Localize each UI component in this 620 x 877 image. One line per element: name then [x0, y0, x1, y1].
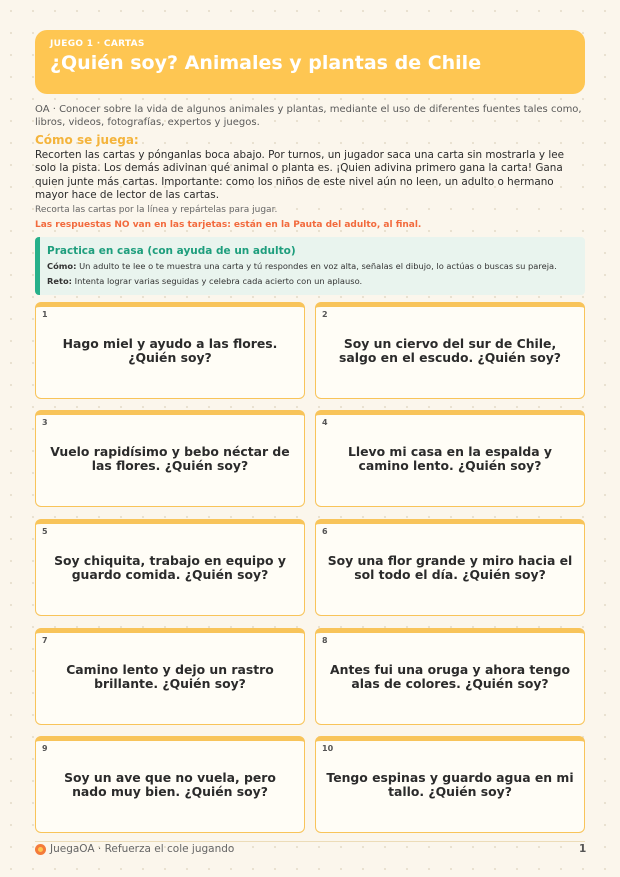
learning-objective: OA · Conocer sobre la vida de algunos animales y plantas, mediante el uso de diferentes fuentes tales como, libros, videos, fotografías, expertos y juegos.	[35, 104, 582, 128]
page-number: 1	[579, 843, 587, 855]
practice-how	[47, 261, 557, 271]
card-clue: Antes fui una oruga y ahora tengo alas de colores. ¿Quién soy?	[330, 662, 570, 691]
practice-box	[35, 237, 585, 295]
card-number: 6	[322, 527, 328, 536]
footer-divider	[35, 841, 585, 842]
card-number: 2	[322, 310, 328, 319]
card-number: 3	[42, 418, 48, 427]
card-clue: Soy un ave que no vuela, pero nado muy bien. ¿Quién soy?	[64, 770, 276, 799]
card-9	[35, 736, 305, 833]
game-kicker: JUEGO 1 · CARTAS	[50, 39, 145, 49]
card-6	[315, 519, 585, 616]
how-to-play-title: Cómo se juega:	[35, 133, 139, 147]
card-number: 10	[322, 744, 334, 753]
card-number: 8	[322, 636, 328, 645]
page-header	[35, 30, 585, 94]
card-7	[35, 628, 305, 725]
card-number: 5	[42, 527, 48, 536]
card-clue: Vuelo rapidísimo y bebo néctar de las flores. ¿Quién soy?	[50, 444, 290, 473]
card-number: 9	[42, 744, 48, 753]
card-clue: Soy una flor grande y miro hacia el sol todo el día. ¿Quién soy?	[327, 553, 573, 582]
card-number: 4	[322, 418, 328, 427]
practice-challenge-text: Intenta lograr varias seguidas y celebra cada acierto con un aplauso.	[74, 276, 363, 286]
practice-how-text: Un adulto te lee o te muestra una carta y tú respondes en voz alta, señalas el dibujo, lo actúas o buscas su pareja.	[79, 261, 557, 271]
card-10	[315, 736, 585, 833]
card-2	[315, 302, 585, 399]
card-clue: Camino lento y dejo un rastro brillante. ¿Quién soy?	[66, 662, 274, 691]
page-title: ¿Quién soy? Animales y plantas de Chile	[50, 52, 482, 74]
card-clue: Hago miel y ayudo a las flores. ¿Quién soy?	[62, 336, 278, 365]
practice-how-label: Cómo:	[47, 261, 77, 271]
card-5	[35, 519, 305, 616]
practice-challenge-label: Reto:	[47, 276, 73, 286]
footer-brand: JuegaOA · Refuerza el cole jugando	[50, 843, 235, 855]
practice-title: Practica en casa (con ayuda de un adulto)	[47, 245, 296, 257]
card-clue: Soy chiquita, trabajo en equipo y guardo comida. ¿Quién soy?	[54, 553, 286, 582]
card-clue: Soy un ciervo del sur de Chile, salgo en el escudo. ¿Quién soy?	[338, 336, 561, 365]
card-8	[315, 628, 585, 725]
card-3	[35, 410, 305, 507]
answers-note: Las respuestas NO van en las tarjetas: están en la Pauta del adulto, al final.	[35, 220, 422, 230]
cut-note: Recorta las cartas por la línea y repártelas para jugar.	[35, 205, 278, 215]
card-number: 1	[42, 310, 48, 319]
card-number: 7	[42, 636, 48, 645]
card-clue: Llevo mi casa en la espalda y camino lento. ¿Quién soy?	[347, 444, 553, 473]
card-1	[35, 302, 305, 399]
juegaoa-logo-icon	[35, 844, 46, 855]
practice-challenge	[47, 276, 362, 286]
card-4	[315, 410, 585, 507]
how-to-play-text: Recorten las cartas y pónganlas boca abajo. Por turnos, un jugador saca una carta sin mostrarla y lee solo la pista. Los demás adivinan qué animal o planta es. ¡Quien adivina primero gana la carta! Gana quien junte más cartas. Importante: como los niños de este nivel aún no leen, un adulto o hermano mayor hace de lector de las cartas.	[35, 149, 564, 202]
card-clue: Tengo espinas y guardo agua en mi tallo. ¿Quién soy?	[326, 770, 574, 799]
